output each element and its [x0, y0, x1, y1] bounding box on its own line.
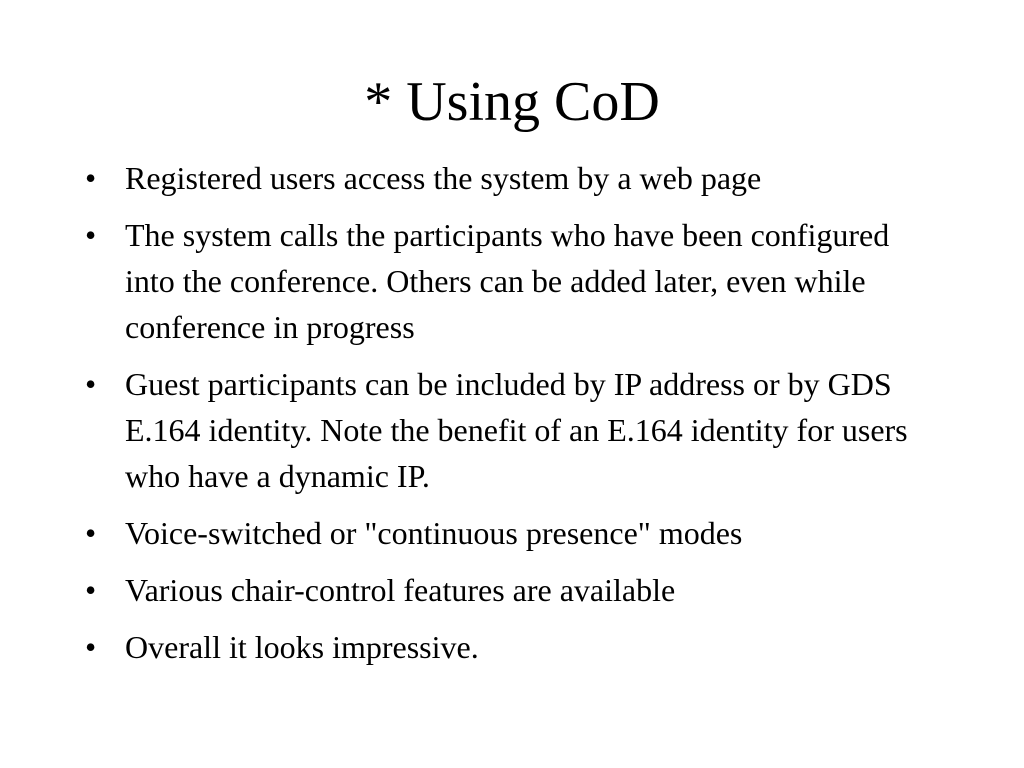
bullet-marker: •: [85, 629, 97, 665]
bullet-text: Guest participants can be included by IP address or by GDS E.164 identity. Note the benefit of an E.164 identity for users who have a dynamic IP.: [125, 366, 908, 494]
bullet-text: Registered users access the system by a web page: [125, 160, 762, 196]
bullet-item-system-calls: [85, 212, 945, 350]
bullet-text: Overall it looks impressive.: [125, 629, 479, 665]
slide-title: * Using CoD: [364, 71, 660, 133]
bullet-marker: •: [85, 366, 97, 402]
bullet-item-voice-switched: [85, 510, 945, 556]
bullet-marker: •: [85, 217, 97, 253]
bullet-item-guest-participants: [85, 361, 945, 499]
bullet-marker: •: [85, 572, 97, 608]
bullet-item-chair-control: [85, 567, 945, 613]
bullet-list: [85, 155, 945, 681]
bullet-text: Voice-switched or "continuous presence" modes: [125, 515, 743, 551]
bullet-marker: •: [85, 515, 97, 551]
bullet-item-overall: [85, 624, 945, 670]
bullet-text: The system calls the participants who have been configured into the conference. Others can be added later, even while conference in progress: [125, 217, 890, 345]
bullet-item-registered-users: [85, 155, 945, 201]
bullet-text: Various chair-control features are available: [125, 572, 676, 608]
bullet-marker: •: [85, 160, 97, 196]
